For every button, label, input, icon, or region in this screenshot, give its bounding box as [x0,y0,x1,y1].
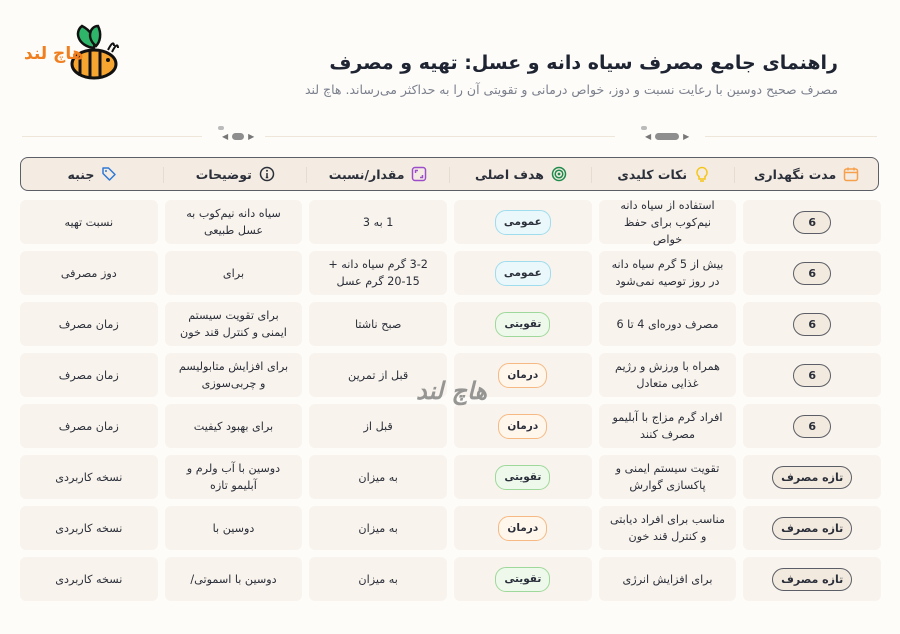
duration-badge: تازه مصرف [772,517,852,540]
cell-goal [454,200,592,244]
goal-badge: عمومی [495,261,551,286]
table-row [20,200,881,244]
scroll-thumb[interactable] [232,133,244,140]
divider-left [22,136,202,137]
cell-goal [454,251,592,295]
cell-description: برای تقویت سیستم ایمنی و کنترل قند خون [165,302,303,346]
cell-amount: به میزان [309,506,447,550]
cell-aspect: نسخه کاربردی [20,455,158,499]
cell-description: برای افزایش متابولیسم و چربی‌سوزی [165,353,303,397]
duration-badge: 6 [793,313,831,336]
table-row [20,506,881,550]
cell-tip: تقویت سیستم ایمنی و پاکسازی گوارش [599,455,737,499]
column-header-label: نکات کلیدی [617,166,688,182]
cell-duration [743,506,881,550]
cell-description: برای بهبود کیفیت [165,404,303,448]
table-row [20,455,881,499]
horizontal-scrollbar-right[interactable] [645,129,689,143]
goal-badge: تقویتی [495,465,550,490]
cell-tip: افراد گرم مزاج با آبلیمو مصرف کنند [599,404,737,448]
cell-description: دوسین با [165,506,303,550]
goal-badge: تقویتی [495,312,550,337]
horizontal-scrollbar-left[interactable] [222,129,254,143]
scroll-indicator-dot [641,126,647,130]
duration-badge: 6 [793,364,831,387]
table-header [20,157,879,191]
cell-duration [743,404,881,448]
resize-icon [411,166,427,182]
scroll-left-arrow-icon[interactable]: ◀ [645,131,652,141]
page-title: راهنمای جامع مصرف سیاه دانه و عسل: تهیه و مصرف [329,52,838,74]
cell-description: دوسین با آب ولرم و آبلیمو تازه [165,455,303,499]
info-icon [259,166,275,182]
column-header-label: مدت نگهداری [753,166,837,182]
duration-badge: تازه مصرف [772,466,852,489]
column-header-label: جنبه [67,166,95,182]
cell-amount: به میزان [309,557,447,601]
cell-tip: همراه با ورزش و رژیم غذایی متعادل [599,353,737,397]
column-header-label: مقدار/نسبت [328,166,405,182]
cell-amount: 3-2 گرم سیاه دانه + 15-20 گرم عسل [309,251,447,295]
scroll-right-arrow-icon[interactable]: ▶ [248,131,255,141]
duration-badge: تازه مصرف [772,568,852,591]
cell-tip: مناسب برای افراد دیابتی و کنترل قند خون [599,506,737,550]
target-icon [551,166,567,182]
goal-badge: درمان [498,516,547,541]
cell-description: سیاه دانه نیم‌کوب به عسل طبیعی [165,200,303,244]
cell-amount: صبح ناشتا [309,302,447,346]
column-header-aspect[interactable] [21,158,164,190]
cell-duration [743,302,881,346]
cell-amount: قبل از [309,404,447,448]
column-header-goal[interactable] [450,158,593,190]
goal-badge: عمومی [495,210,551,235]
column-header-duration[interactable] [735,158,878,190]
column-header-description[interactable] [164,158,307,190]
column-header-tips[interactable] [592,158,735,190]
cell-aspect: نسبت تهیه [20,200,158,244]
brand-name: هاچ لند [24,44,84,64]
cell-description: دوسین با اسموتی/ [165,557,303,601]
goal-badge: درمان [498,414,547,439]
divider-middle [265,136,615,137]
cell-description: برای [165,251,303,295]
cell-aspect: نسخه کاربردی [20,506,158,550]
cell-tip: بیش از 5 گرم سیاه دانه در روز توصیه نمی‌شود [599,251,737,295]
cell-aspect: زمان مصرف [20,404,158,448]
lightbulb-icon [694,166,710,182]
table-row [20,557,881,601]
scroll-thumb[interactable] [655,133,679,140]
scroll-left-arrow-icon[interactable]: ◀ [222,131,229,141]
table-row [20,251,881,295]
tag-icon [101,166,117,182]
duration-badge: 6 [793,415,831,438]
cell-duration [743,200,881,244]
cell-goal [454,557,592,601]
cell-goal [454,455,592,499]
cell-aspect: زمان مصرف [20,353,158,397]
scroll-right-arrow-icon[interactable]: ▶ [683,131,690,141]
cell-amount: به میزان [309,455,447,499]
cell-duration [743,251,881,295]
calendar-icon [843,166,859,182]
cell-tip: برای افزایش انرژی [599,557,737,601]
goal-badge: تقویتی [495,567,550,592]
cell-goal [454,506,592,550]
table-row [20,404,881,448]
cell-duration [743,455,881,499]
column-header-label: توضیحات [195,166,252,182]
watermark: هاچ لند [416,377,487,405]
cell-tip: استفاده از سیاه دانه نیم‌کوب برای حفظ خواص [599,200,737,244]
cell-tip: مصرف دوره‌ای 4 تا 6 [599,302,737,346]
cell-aspect: زمان مصرف [20,302,158,346]
duration-badge: 6 [793,262,831,285]
cell-aspect: نسخه کاربردی [20,557,158,601]
cell-duration [743,557,881,601]
page-subtitle: مصرف صحیح دوسین با رعایت نسبت و دوز، خواص درمانی و تقویتی آن را به حداکثر می‌رساند. هاچ لند [304,82,838,97]
cell-goal [454,302,592,346]
scroll-indicator-dot [218,126,224,130]
duration-badge: 6 [793,211,831,234]
cell-amount: قبل از تمرین [309,353,447,397]
cell-duration [743,353,881,397]
divider-right [705,136,877,137]
column-header-amount[interactable] [307,158,450,190]
cell-aspect: دوز مصرفی [20,251,158,295]
cell-amount: 1 به 3 [309,200,447,244]
goal-badge: درمان [498,363,547,388]
column-header-label: هدف اصلی [475,166,544,182]
cell-goal [454,404,592,448]
table-row [20,302,881,346]
